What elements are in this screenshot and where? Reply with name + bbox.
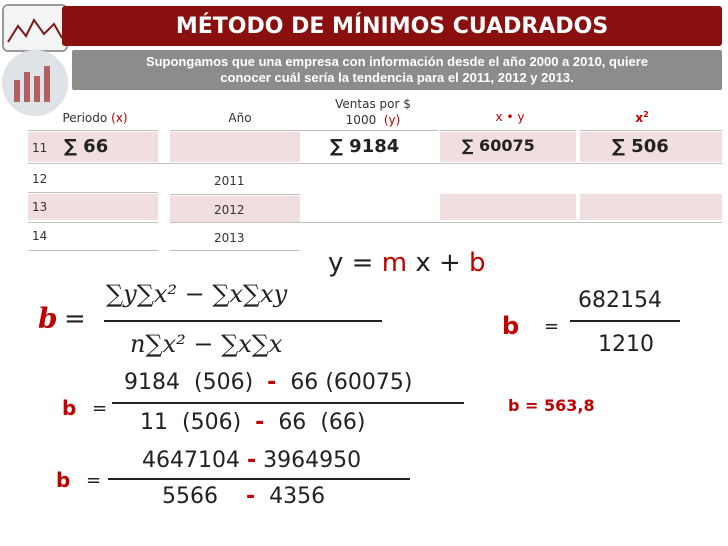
header-ventas-line1: Ventas por $ (335, 97, 411, 111)
result-denominator: 1210 (598, 332, 654, 357)
step1-fraction-bar (112, 402, 464, 404)
logo-image (4, 6, 66, 50)
row-bg (580, 194, 722, 220)
header-periodo-var: (x) (111, 111, 128, 125)
header-anio: Año (228, 111, 252, 125)
step1-label: b (62, 396, 77, 420)
row-periodo: 11 (32, 141, 48, 155)
row-divider (28, 192, 158, 193)
formula-denominator: n∑x² − ∑x∑x (130, 330, 283, 358)
subtitle-line-2: conocer cuál sería la tendencia para el 2011, 2012 y 2013. (220, 70, 574, 85)
header-ventas (318, 96, 428, 128)
result-eq: = (544, 316, 560, 337)
row-divider (170, 222, 722, 223)
formula-fraction-bar (104, 320, 382, 322)
step2-denominator: 5566 - 4356 (162, 484, 326, 509)
row-divider (170, 194, 300, 195)
chart-icon (2, 50, 68, 116)
divider (300, 130, 438, 131)
sum-y: ∑ 9184 (330, 136, 400, 157)
result-label: b (502, 312, 520, 340)
step1-eq: = (92, 398, 108, 419)
model-b: b (469, 248, 486, 278)
sum-x: ∑ 66 (64, 136, 109, 157)
header-ventas-line2: 1000 (345, 113, 377, 127)
row-divider (28, 222, 158, 223)
formula-numerator: ∑y∑x² − ∑x∑xy (106, 280, 288, 308)
result-numerator: 682154 (578, 288, 662, 313)
row-anio: 2013 (214, 231, 245, 245)
divider (440, 130, 576, 131)
row-anio: 2011 (214, 174, 245, 188)
step1-numerator: 9184 (506) - 66 (60075) (124, 370, 413, 395)
subtitle-bar (72, 50, 722, 90)
result-final: b = 563,8 (508, 396, 595, 415)
logo (2, 4, 68, 52)
row-bg (440, 194, 576, 220)
model-m: m (381, 248, 408, 278)
model-eq: = (351, 248, 374, 278)
header-x2: $x^2$ (635, 110, 649, 125)
formula-lhs: b (38, 302, 58, 335)
subtitle-line-1: Supongamos que una empresa con información desde el año 2000 a 2010, quiere (145, 54, 649, 69)
step2-eq: = (86, 470, 102, 491)
row-bg (170, 132, 300, 162)
model-y: y (328, 248, 344, 278)
row-periodo: 13 (32, 200, 48, 214)
decorative-circle (2, 50, 68, 116)
row-anio: 2012 (214, 203, 245, 217)
result-fraction-bar (570, 320, 680, 322)
divider (580, 130, 722, 131)
sum-xy: ∑ 60075 (462, 136, 535, 155)
header-x2-sup: 2 (643, 110, 649, 119)
header-periodo: Periodo (x) (62, 111, 128, 125)
page-title: MÉTODO DE MÍNIMOS CUADRADOS (175, 13, 609, 39)
row-periodo: 14 (32, 229, 48, 243)
formula-eq: = (64, 304, 86, 334)
step2-label: b (56, 468, 71, 492)
divider (28, 130, 158, 131)
row-bg (28, 194, 158, 220)
step2-fraction-bar (108, 478, 410, 480)
header-ventas-var: (y) (383, 113, 401, 127)
divider (170, 130, 300, 131)
model-plus: + (438, 248, 461, 278)
row-divider (28, 250, 158, 251)
header-xy: x • y (495, 110, 525, 124)
title-bar (62, 6, 722, 46)
sum-x2: ∑ 506 (612, 136, 669, 157)
step1-denominator: 11 (506) - 66 (66) (140, 410, 366, 435)
row-periodo: 12 (32, 172, 48, 186)
model-equation (328, 248, 486, 278)
row-divider (28, 163, 722, 164)
model-x: x (415, 248, 431, 278)
step2-numerator: 4647104 - 3964950 (142, 448, 362, 473)
row-divider (170, 250, 300, 251)
